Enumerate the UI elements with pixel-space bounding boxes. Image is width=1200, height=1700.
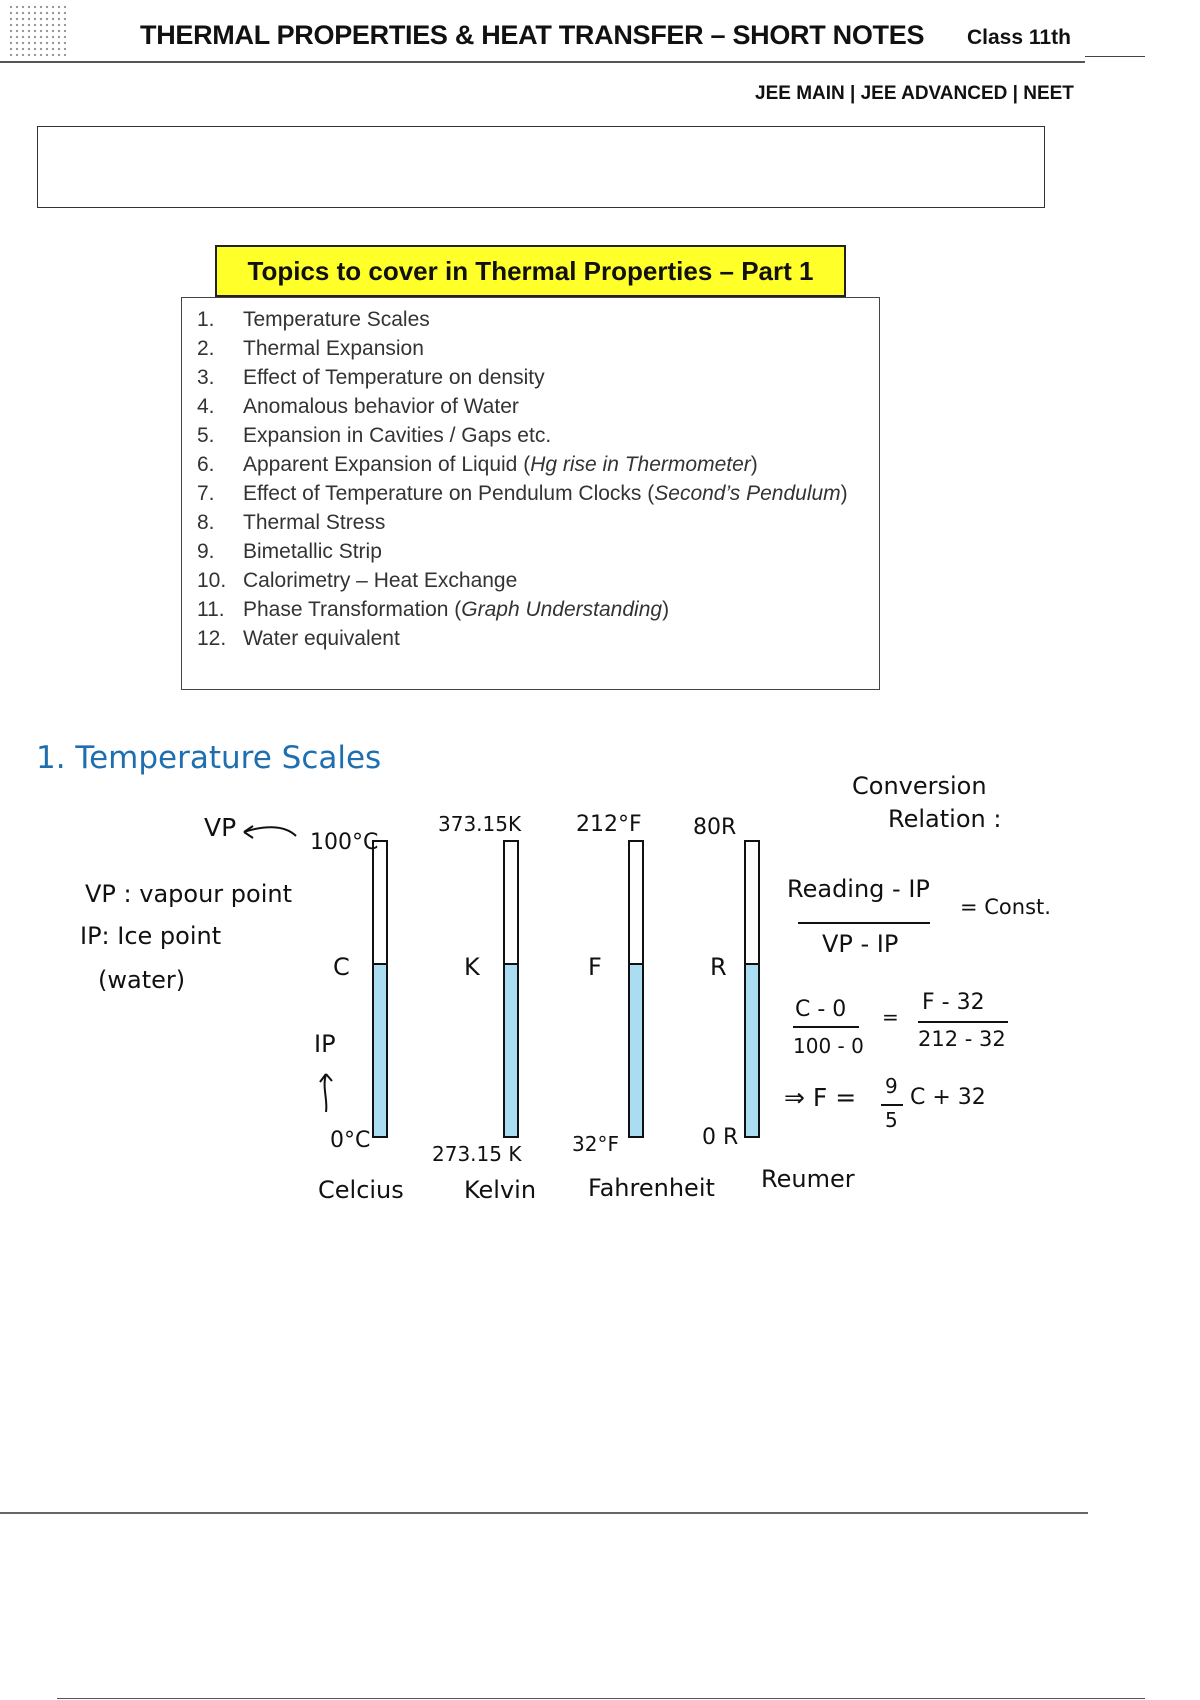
eq3-numerator: 9: [885, 1074, 898, 1098]
eq3-denominator: 5: [885, 1108, 898, 1132]
kelvin-thermometer: [503, 840, 519, 1138]
class-label: Class 11th: [967, 26, 1071, 49]
eq3-suffix: C + 32: [910, 1085, 986, 1110]
eq2-right-denominator: 212 - 32: [918, 1027, 1006, 1051]
logo: [8, 4, 66, 56]
eq3-fraction-bar: [881, 1104, 903, 1106]
eq3-prefix: ⇒ F =: [784, 1083, 857, 1112]
list-item: 12. Water equivalent: [197, 627, 400, 650]
eq2-left-numerator: C - 0: [795, 997, 847, 1022]
page-title: THERMAL PROPERTIES & HEAT TRANSFER – SHORT NOTES: [140, 20, 925, 50]
celsius-bottom-label: 0°C: [330, 1128, 371, 1153]
list-item: 9. Bimetallic Strip: [197, 540, 382, 563]
kelvin-bottom-label: 273.15 K: [432, 1142, 522, 1166]
fahrenheit-mid-label: F: [588, 953, 602, 981]
vp-label: VP: [204, 813, 237, 842]
list-item: 3. Effect of Temperature on density: [197, 366, 545, 389]
celsius-liquid: [374, 963, 386, 1136]
list-item: 2. Thermal Expansion: [197, 337, 424, 360]
reaumur-thermometer: [744, 840, 760, 1138]
celsius-thermometer: [372, 840, 388, 1138]
header-rule-right: [1085, 56, 1145, 57]
kelvin-liquid: [505, 963, 517, 1136]
list-item: 7. Effect of Temperature on Pendulum Clocks (Second’s Pendulum): [197, 482, 848, 505]
divider: [0, 1512, 1088, 1514]
topics-heading: Topics to cover in Thermal Properties – Part 1: [215, 245, 846, 297]
topics-list: [181, 297, 880, 690]
section-title: 1. Temperature Scales: [36, 740, 382, 776]
eq1-numerator: Reading - IP: [787, 875, 930, 903]
eq2-right-bar: [918, 1021, 1008, 1023]
celsius-name: Celcius: [318, 1176, 404, 1204]
reaumur-top-label: 80R: [693, 815, 737, 840]
conversion-title-2: Relation :: [888, 805, 1002, 833]
eq2-left-denominator: 100 - 0: [793, 1034, 864, 1058]
legend-water: (water): [98, 966, 186, 994]
fahrenheit-liquid: [630, 963, 642, 1136]
footer-divider: [57, 1698, 1145, 1699]
eq1-rhs: = Const.: [960, 895, 1051, 919]
header-rule: [0, 61, 1085, 63]
eq2-equals: =: [882, 1005, 899, 1029]
fahrenheit-thermometer: [628, 840, 644, 1138]
eq2-left-bar: [793, 1026, 859, 1028]
kelvin-mid-label: K: [464, 953, 480, 981]
eq2-right-numerator: F - 32: [922, 990, 985, 1015]
list-item: 10. Calorimetry – Heat Exchange: [197, 569, 518, 592]
kelvin-name: Kelvin: [464, 1176, 537, 1204]
list-item: 1. Temperature Scales: [197, 308, 430, 331]
list-item: 8. Thermal Stress: [197, 511, 386, 534]
fahrenheit-top-label: 212°F: [576, 812, 642, 837]
kelvin-top-label: 373.15K: [438, 812, 522, 836]
ip-label: IP: [314, 1030, 336, 1058]
fahrenheit-name: Fahrenheit: [588, 1174, 715, 1202]
eq1-denominator: VP - IP: [822, 930, 899, 958]
legend-vp: VP : vapour point: [85, 880, 292, 908]
celsius-top-label: 100°C: [310, 830, 379, 855]
vp-arrow: [238, 820, 300, 844]
empty-box: [37, 126, 1045, 208]
reaumur-liquid: [746, 963, 758, 1136]
eq1-fraction-bar: [798, 922, 930, 924]
reaumur-name: Reumer: [761, 1165, 855, 1193]
exam-tags: JEE MAIN | JEE ADVANCED | NEET: [755, 83, 1074, 104]
fahrenheit-bottom-label: 32°F: [572, 1132, 619, 1156]
ip-arrow: [316, 1068, 338, 1116]
reaumur-mid-label: R: [710, 953, 727, 981]
celsius-mid-label: C: [333, 953, 350, 981]
conversion-title-1: Conversion: [852, 772, 987, 800]
list-item: 5. Expansion in Cavities / Gaps etc.: [197, 424, 552, 447]
list-item: 11. Phase Transformation (Graph Understanding): [197, 598, 670, 621]
list-item: 6. Apparent Expansion of Liquid (Hg rise in Thermometer): [197, 453, 758, 476]
legend-ip: IP: Ice point: [80, 922, 222, 950]
reaumur-bottom-label: 0 R: [702, 1125, 739, 1150]
list-item: 4. Anomalous behavior of Water: [197, 395, 519, 418]
